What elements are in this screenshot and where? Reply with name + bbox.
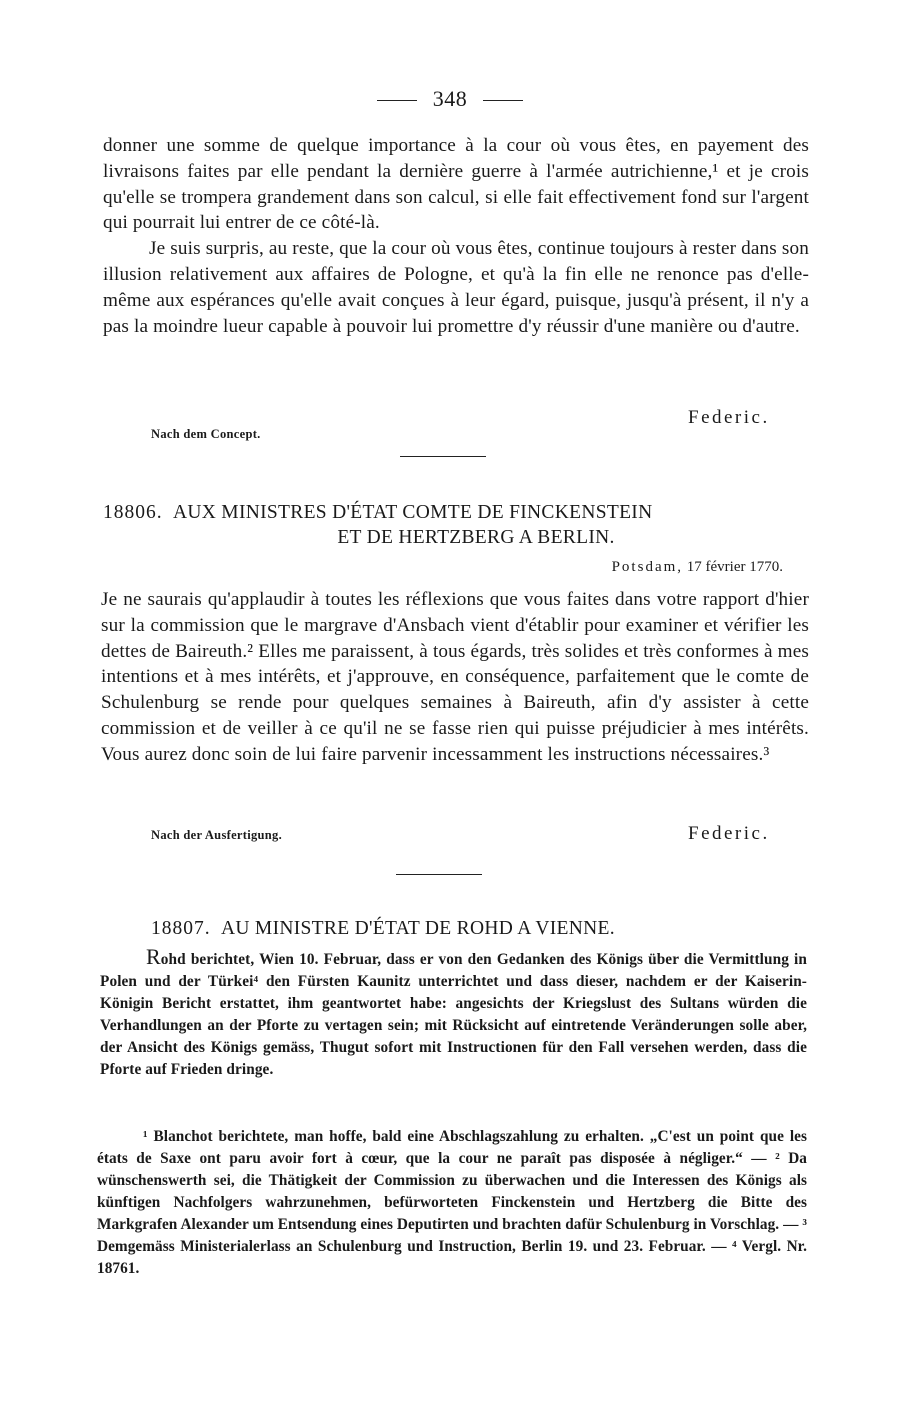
section-divider-1	[400, 456, 486, 457]
footnotes-text: ¹ Blanchot berichtete, man hoffe, bald eine Abschlagszahlung zu erhalten. „C'est un point que les états de Saxe ont paru avoir fort à cœur, que la cour ne paraît pas disposée à négliger.“ — ² Da wünschenswerth sei, die Thätigkeit der Commission zu überwachen und die Interessen des Königs als künftigen Nachfolgers wahrzunehmen, befürworteten Finckenstein und Hertzberg die Bitte des Markgrafen Alexander um Entsendung eines Deputirten und brachten dafür Schulenburg in Vorschlag. — ³ Demgemäss Ministerialerlass an Schulenburg und Instruction, Berlin 19. und 23. Februar. — ⁴ Vergl. Nr. 18761.	[97, 1128, 807, 1277]
letter-18806-number: 18806.	[103, 502, 163, 523]
letter-18807-heading	[151, 916, 811, 941]
letter-18806-date: 17 février 1770.	[686, 559, 783, 575]
previous-letter-signature: Federic.	[688, 407, 770, 428]
header-dash-right	[483, 100, 523, 101]
letter-18807-summary-text: ohd berichtet, Wien 10. Februar, dass er von den Gedanken des Königs über die Vermittlung in Polen und der Türkei⁴ den Fürsten Kaunitz unterrichtet und dass dieser, nachdem er der Kaiserin-Königin Bericht erstattet, ihm geantwortet habe: angesichts der Kriegslust des Sultans würden die Verhandlungen an der Pforte zu vertagen sein; mit Rücksicht auf eintretende Veränderungen solle aber, der Ansicht des Königs gemäss, Thugut sofort mit Instructionen für den Fall versehen werden, dass die Pforte auf Frieden dringe.	[100, 951, 807, 1078]
section-divider-2	[396, 874, 482, 875]
page-header	[0, 86, 900, 112]
previous-letter-paragraph-2: Je suis surpris, au reste, que la cour où vous êtes, continue toujours à rester dans son illusion relativement aux affaires de Pologne, et qu'à la fin elle ne renonce pas d'elle-même aux espérances qu'elle avait conçues à leur égard, puisque, jusqu'à présent, il n'y a pas la moindre lueur capable à pouvoir lui promettre d'y réussir d'une manière ou d'autre.	[103, 238, 809, 337]
letter-18807-recipient: AU MINISTRE D'ÉTAT DE ROHD A VIENNE.	[220, 918, 615, 939]
letter-18806-signature: Federic.	[688, 823, 770, 844]
letter-18806-body-block	[101, 587, 809, 768]
header-dash-left	[377, 100, 417, 101]
previous-letter	[103, 133, 809, 339]
letter-18807-number: 18807.	[151, 918, 211, 939]
letter-18806-heading-line-1	[103, 500, 809, 525]
letter-18806-place: Potsdam,	[611, 559, 684, 575]
letter-18806-recipients: AUX MINISTRES D'ÉTAT COMTE DE FINCKENSTEIN	[172, 502, 653, 523]
footnotes-block	[97, 1126, 807, 1280]
previous-letter-paragraph-1: donner une somme de quelque importance à la cour où vous êtes, en payement des livraisons faites par elle pendant la dernière guerre à l'armée autrichienne,¹ et je crois qu'elle se trompera grandement dans son calcul, si elle fait effectivement fond sur l'argent qui pourrait lui entrer de ce côté-là.	[103, 135, 809, 234]
letter-18806-heading	[103, 500, 809, 550]
letter-18807-summary-block	[100, 946, 807, 1081]
previous-letter-source-note: Nach dem Concept.	[151, 427, 261, 441]
letter-18806-source-note: Nach der Ausfertigung.	[151, 828, 283, 842]
letter-18807-summary	[100, 946, 807, 1081]
page-number: 348	[432, 86, 468, 111]
letter-18806-body: Je ne saurais qu'applaudir à toutes les réflexions que vous faites dans votre rapport d'hier sur la commission que le margrave d'Ansbach vient d'établir pour examiner et vérifier les dettes de Baireuth.² Elles me paraissent, à tous égards, très solides et très conformes à mes intentions et à mes intérêts, et j'approuve, en conséquence, parfaitement que le comte de Schulenburg se rende pour quelques semaines à Baireuth, afin d'y assister à cette commission et de veiller à ce qu'il ne se fasse rien qui puisse préjudicier à mes intérêts. Vous aurez donc soin de lui faire parvenir incessamment les instructions nécessaires.³	[101, 589, 809, 765]
letter-18806-heading-line-2: ET DE HERTZBERG A BERLIN.	[337, 527, 615, 548]
letter-18807-summary-initial: R	[146, 944, 161, 969]
letter-18806-dateline	[103, 559, 783, 576]
